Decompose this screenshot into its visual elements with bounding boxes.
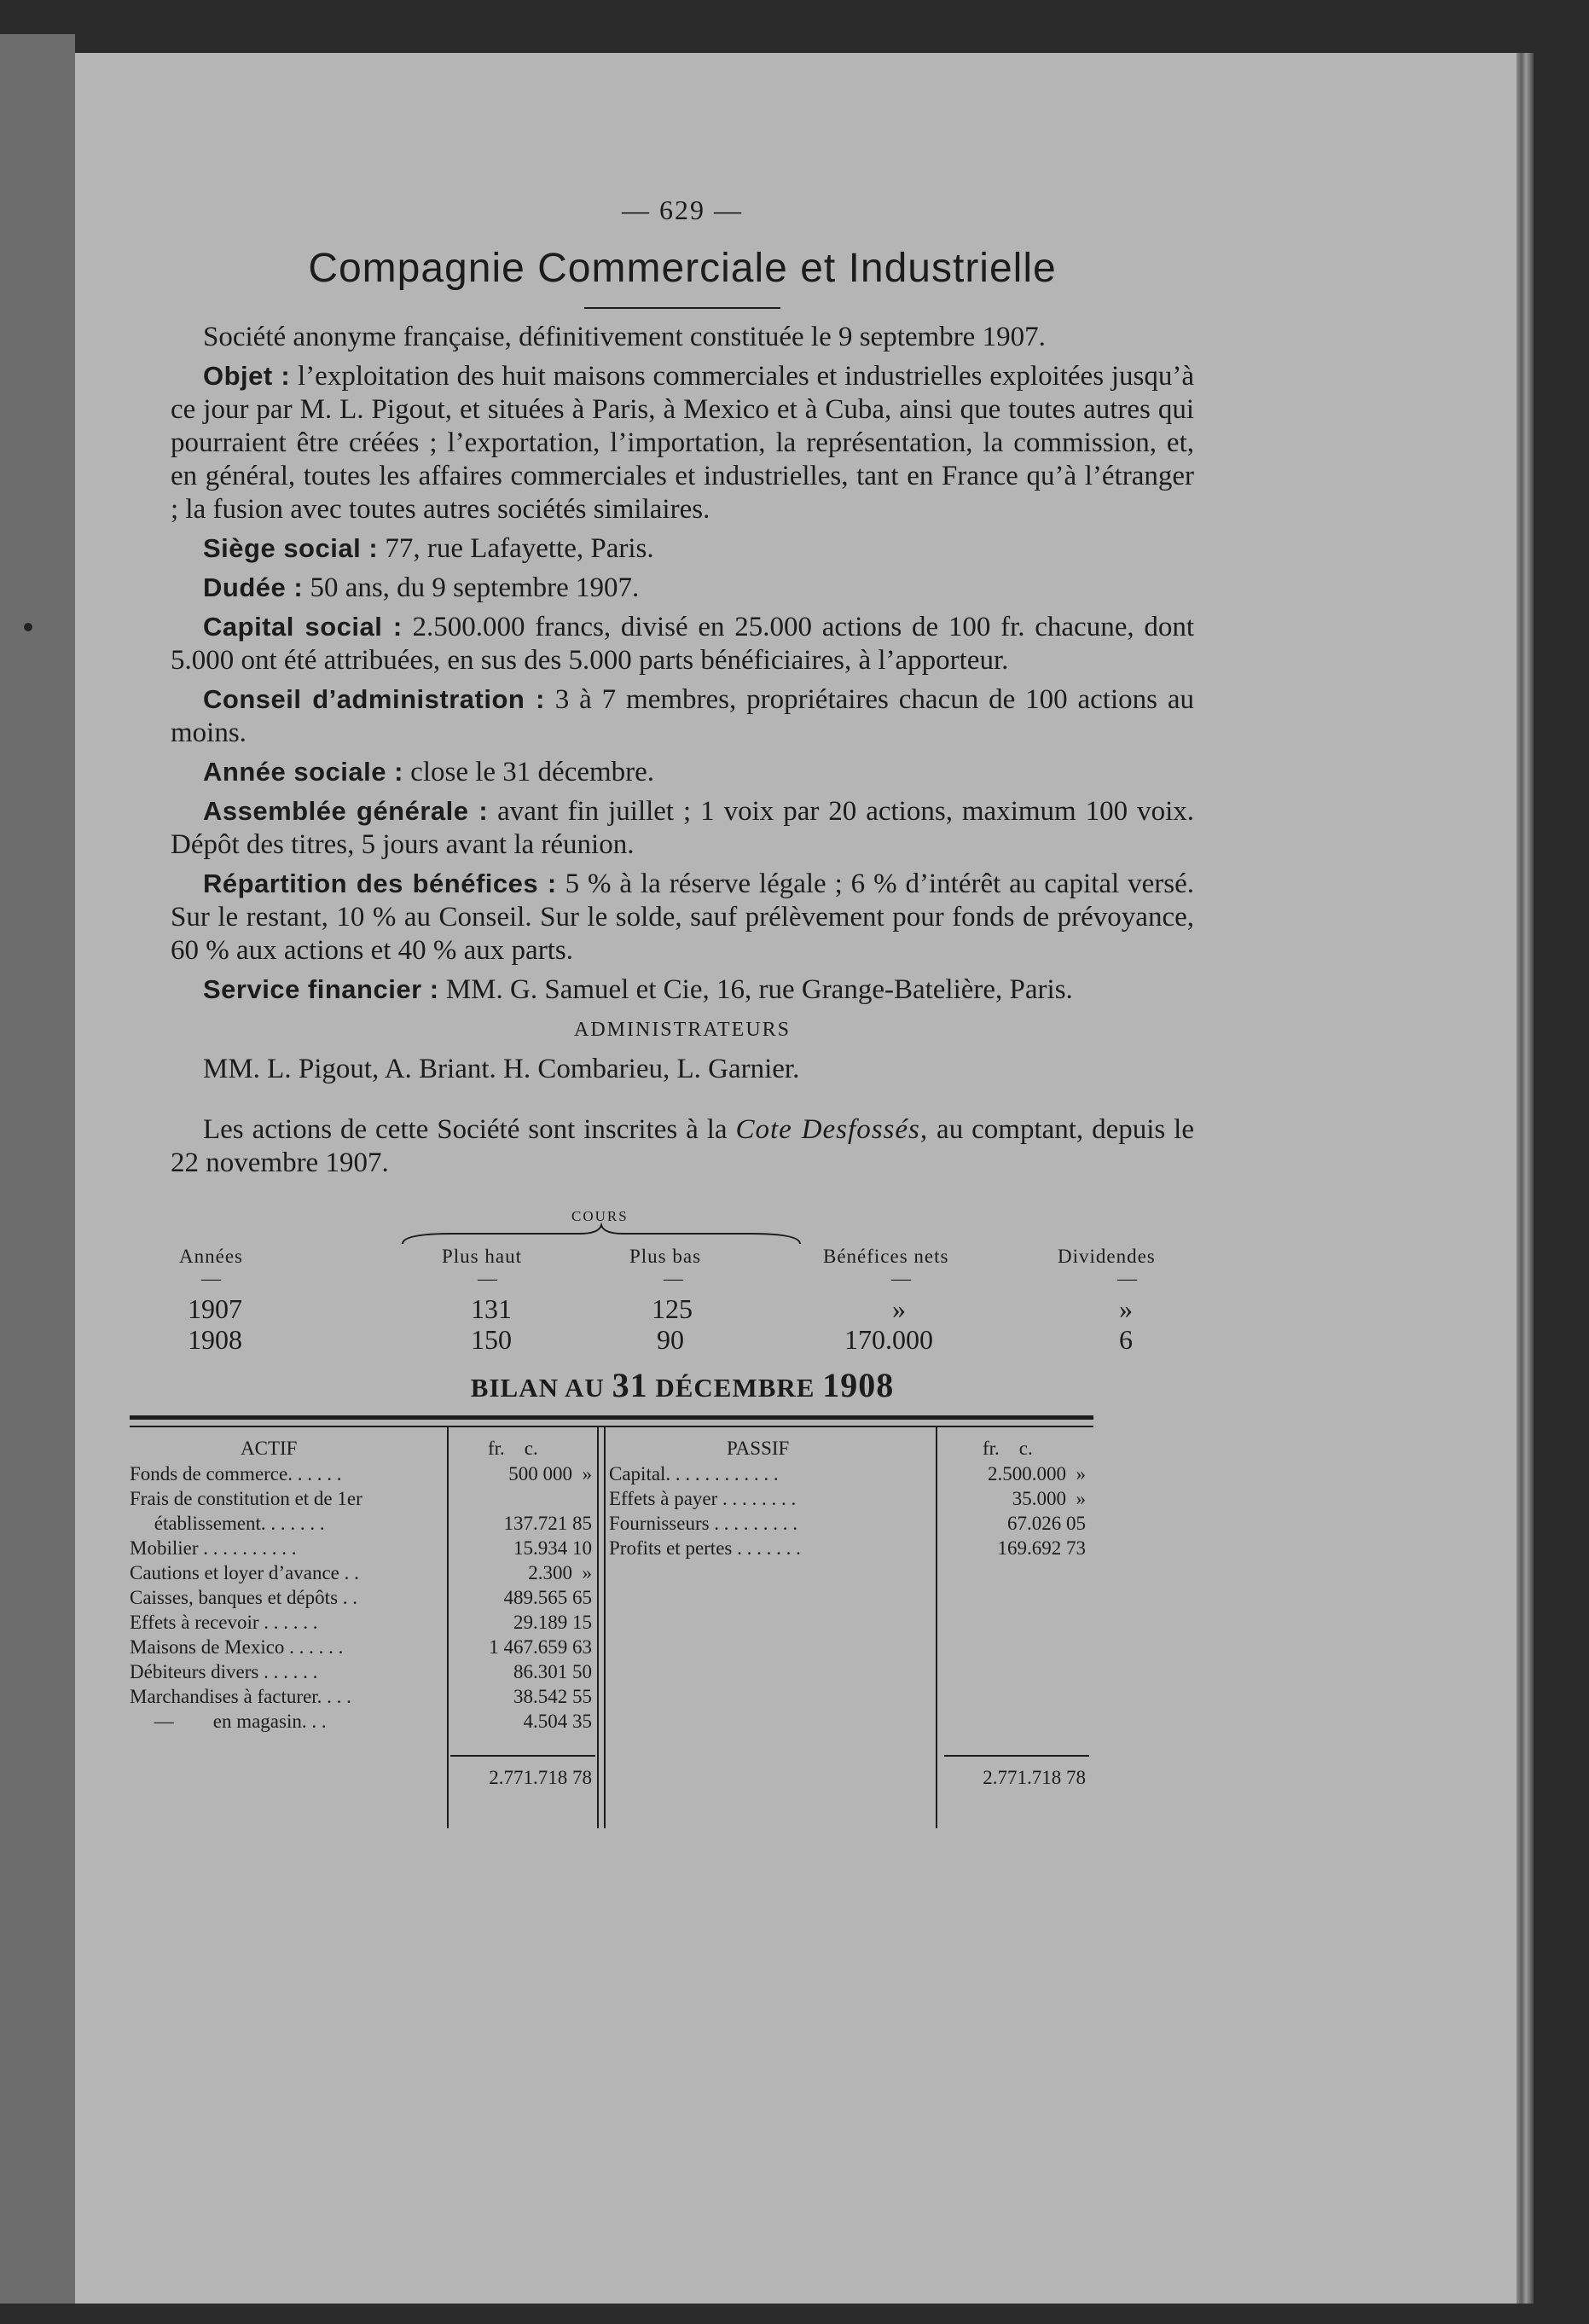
actif-row-amount: 38.542 55 — [513, 1686, 592, 1707]
actif-row-amount: 15.934 10 — [513, 1537, 592, 1559]
cours-table — [171, 1208, 1194, 1362]
facing-page-edge — [0, 34, 75, 2304]
cote-title: Cote Desfossés, — [735, 1114, 929, 1145]
bilan-title-month: DÉCEMBRE — [655, 1373, 815, 1403]
cell-dividendes: 6 — [1119, 1324, 1133, 1355]
passif-total-rule — [944, 1755, 1089, 1757]
bilan-title — [171, 1365, 1194, 1405]
actif-row-amount: 489.565 65 — [503, 1587, 592, 1608]
section-paragraph — [171, 973, 1194, 1007]
section-text: close le 31 décembre. — [403, 757, 655, 787]
margin-mark — [24, 623, 32, 631]
cell-plus-haut: 131 — [471, 1293, 512, 1324]
cell-dividendes: » — [1119, 1293, 1133, 1324]
cell-annee: 1908 — [188, 1324, 242, 1355]
header-plus-haut: Plus haut — [442, 1246, 522, 1267]
cote-text-before: Les actions de cette Société sont inscrites à la — [203, 1114, 736, 1145]
header-annees: Années — [179, 1246, 243, 1267]
cell-plus-haut: 150 — [471, 1324, 512, 1355]
passif-row-label: Profits et pertes . . . . . . . — [609, 1537, 801, 1559]
passif-row-label: Capital. . . . . . . . . . . . — [609, 1463, 779, 1484]
page-title: Compagnie Commerciale et Industrielle — [308, 246, 1057, 291]
cell-benefices: » — [892, 1293, 906, 1324]
passif-row-amount: 35.000 » — [1012, 1488, 1086, 1509]
bilan-title-prefix: BILAN AU — [470, 1373, 605, 1403]
actif-row-label: Mobilier . . . . . . . . . . — [130, 1537, 297, 1559]
header-dividendes: Dividendes — [1058, 1246, 1156, 1267]
actif-header: ACTIF — [241, 1438, 298, 1459]
passif-total: 2.771.718 78 — [983, 1767, 1086, 1788]
section-text: 2.500.000 francs, divisé en 25.000 actions de 100 fr. chacune, dont 5.000 ont été attribuées, en sus des 5.000 parts bénéficiaires, à l’apporteur. — [171, 612, 1194, 676]
cell-annee: 1907 — [188, 1293, 242, 1324]
actif-row-label: Cautions et loyer d’avance . . — [130, 1562, 359, 1583]
administrateurs-list: MM. L. Pigout, A. Briant. H. Combarieu, L. Garnier. — [203, 1054, 800, 1084]
actif-row-label: Maisons de Mexico . . . . . . — [130, 1636, 344, 1658]
passif-header: PASSIF — [727, 1438, 790, 1459]
page-edge — [1517, 53, 1534, 2304]
column-divider — [447, 1427, 449, 1828]
actif-row-label: Caisses, banques et dépôts . . — [130, 1587, 358, 1608]
section-paragraph — [171, 610, 1194, 677]
page-number: — 629 — — [622, 195, 743, 225]
section-paragraph — [171, 867, 1194, 967]
section-paragraph — [171, 359, 1194, 526]
dash-annees: — — [201, 1268, 221, 1289]
section-label: Assemblée générale : — [203, 796, 489, 826]
cote-text-after: au comptant, depuis le 22 novembre 1907. — [171, 1114, 1194, 1178]
dash-dividendes: — — [1117, 1268, 1137, 1289]
title-rule — [584, 307, 780, 309]
section-paragraph — [171, 683, 1194, 750]
section-paragraph — [171, 571, 1194, 605]
section-text: avant fin juillet ; 1 voix par 20 actions, maximum 100 voix. Dépôt des titres, 5 jours avant la réunion. — [171, 796, 1195, 860]
passif-row-amount: 67.026 05 — [1007, 1513, 1086, 1534]
bilan-table — [130, 1427, 1093, 1828]
cote-paragraph — [171, 1113, 1194, 1180]
passif-row-label: Fournisseurs . . . . . . . . . — [609, 1513, 798, 1534]
cell-plus-bas: 125 — [652, 1293, 693, 1324]
actif-total-rule — [450, 1755, 595, 1757]
column-divider — [604, 1427, 606, 1828]
actif-row-label: — en magasin. . . — [130, 1711, 327, 1732]
passif-row-amount: 169.692 73 — [997, 1537, 1086, 1559]
bilan-double-rule — [130, 1415, 1093, 1427]
dash-benefices: — — [891, 1268, 911, 1289]
section-text: 3 à 7 membres, propriétaires chacun de 100 actions au moins. — [171, 684, 1194, 748]
section-text: 50 ans, du 9 septembre 1907. — [303, 572, 640, 603]
actif-row-label: Effets à recevoir . . . . . . — [130, 1612, 318, 1633]
passif-row-label: Effets à payer . . . . . . . . — [609, 1488, 797, 1509]
dash-plus-haut: — — [478, 1268, 497, 1289]
actif-unit-header: fr. c. — [488, 1438, 538, 1459]
section-text: 5 % à la réserve légale ; 6 % d’intérêt au capital versé. Sur le restant, 10 % au Conseil. Sur le solde, sauf prélèvement pour fonds de prévoyance, 60 % aux actions et 40 % aux parts. — [171, 869, 1194, 966]
section-label: Dudée : — [203, 572, 304, 602]
section-label: Service financier : — [203, 974, 439, 1004]
bilan-title-year: 1908 — [822, 1366, 895, 1404]
column-divider — [597, 1427, 599, 1828]
actif-row-amount: 29.189 15 — [513, 1612, 592, 1633]
actif-row-label: Fonds de commerce. . . . . . — [130, 1463, 342, 1484]
actif-row-label: Débiteurs divers . . . . . . — [130, 1661, 318, 1682]
section-text: 77, rue Lafayette, Paris. — [378, 533, 654, 564]
cell-plus-bas: 90 — [657, 1324, 684, 1355]
actif-row-label: établissement. . . . . . . — [130, 1513, 325, 1534]
page-content — [130, 145, 1195, 1828]
actif-row-label: Frais de constitution et de 1er — [130, 1488, 362, 1509]
section-text: l’exploitation des huit maisons commerciales et industrielles exploitées jusqu’à ce jour par M. L. Pigout, et situées à Paris, à Mexico et à Cuba, ainsi que toutes autres qui pourraient être créées ; l’exportation, l’importation, la représentation, la commission, et, en général, toutes les affaires commerciales et industrielles, tant en France qu’à l’étranger ; la fusion avec toutes autres sociétés similaires. — [171, 361, 1194, 525]
actif-total: 2.771.718 78 — [489, 1767, 592, 1788]
intro-paragraph: Société anonyme française, définitivement constituée le 9 septembre 1907. — [203, 322, 1046, 352]
section-label: Objet : — [203, 361, 291, 391]
dash-plus-bas: — — [664, 1268, 683, 1289]
actif-row-amount: 4.504 35 — [523, 1711, 592, 1732]
actif-row-label: Marchandises à facturer. . . . — [130, 1686, 351, 1707]
actif-row-amount: 137.721 85 — [503, 1513, 592, 1534]
section-text: MM. G. Samuel et Cie, 16, rue Grange-Batelière, Paris. — [438, 974, 1073, 1005]
bilan-title-day: 31 — [612, 1366, 648, 1404]
actif-row-amount: 2.300 » — [528, 1562, 592, 1583]
passif-unit-header: fr. c. — [983, 1438, 1033, 1459]
section-label: Capital social : — [203, 612, 403, 642]
cell-benefices: 170.000 — [844, 1324, 933, 1355]
header-benefices: Bénéfices nets — [823, 1246, 949, 1267]
company-sections — [171, 359, 1194, 1007]
section-label: Répartition des bénéfices : — [203, 869, 557, 898]
column-divider — [936, 1427, 937, 1828]
section-paragraph — [171, 794, 1194, 862]
section-label: Année sociale : — [203, 757, 403, 787]
passif-row-amount: 2.500.000 » — [988, 1463, 1086, 1484]
section-label: Conseil d’administration : — [203, 684, 545, 714]
cours-group-label: COURS — [571, 1208, 629, 1224]
header-plus-bas: Plus bas — [629, 1246, 702, 1267]
actif-row-amount: 86.301 50 — [513, 1661, 592, 1682]
section-paragraph — [171, 755, 1194, 789]
cours-brace — [401, 1222, 802, 1247]
section-label: Siège social : — [203, 533, 379, 563]
actif-row-amount: 1 467.659 63 — [489, 1636, 592, 1658]
section-paragraph — [171, 532, 1194, 566]
actif-row-amount: 500 000 » — [508, 1463, 592, 1484]
administrateurs-heading: ADMINISTRATEURS — [573, 1019, 791, 1041]
